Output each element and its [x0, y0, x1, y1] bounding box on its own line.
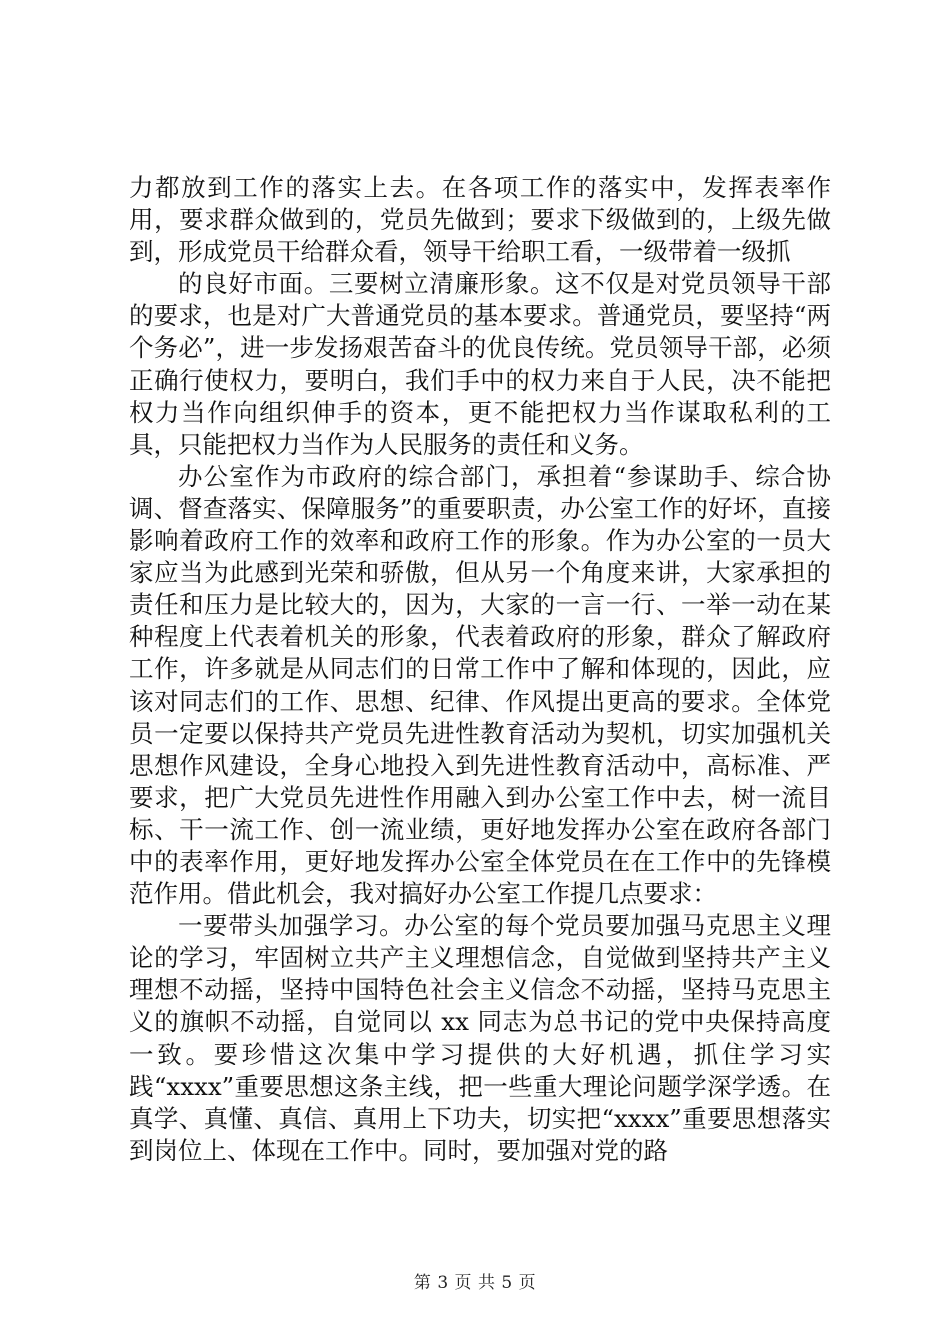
document-body — [129, 172, 831, 1167]
paragraph-1: 力都放到工作的落实上去。在各项工作的落实中，发挥表率作用，要求群众做到的，党员先做到；要求下级做到的，上级先做到，形成党员干给群众看，领导干给职工看，一级带着一级抓 — [129, 173, 831, 267]
paragraph-3: 办公室作为市政府的综合部门，承担着“参谋助手、综合协调、督查落实、保障服务”的重要职责，办公室工作的好坏，直接影响着政府工作的效率和政府工作的形象。作为办公室的一员大家应当为此感到光荣和骄傲，但从另一个角度来讲，大家承担的责任和压力是比较大的，因为，大家的一言一行、一举一动在某种程度上代表着机关的形象，代表着政府的形象，群众了解政府工作，许多就是从同志们的日常工作中了解和体现的，因此，应该对同志们的工作、思想、纪律、作风提出更高的要求。全体党员一定要以保持共产党员先进性教育活动为契机，切实加强机关思想作风建设，全身心地投入到先进性教育活动中，高标准、严要求，把广大党员先进性作用融入到办公室工作中去，树一流目标、干一流工作、创一流业绩，更好地发挥办公室在政府各部门中的表率作用，更好地发挥办公室全体党员在在工作中的先锋模范作用。借此机会，我对搞好办公室工作提几点要求： — [129, 461, 831, 909]
paragraph-2: 的良好市面。三要树立清廉形象。这不仅是对党员领导干部的要求，也是对广大普通党员的基本要求。普通党员，要坚持“两个务必”，进一步发扬艰苦奋斗的优良传统。党员领导干部，必须正确行使权力，要明白，我们手中的权力来自于人民，决不能把权力当作向组织伸手的资本，更不能把权力当作谋取私利的工具，只能把权力当作为人民服务的责任和义务。 — [129, 269, 831, 459]
paragraph-4: 一要带头加强学习。办公室的每个党员要加强马克思主义理论的学习，牢固树立共产主义理想信念，自觉做到坚持共产主义理想不动摇，坚持中国特色社会主义信念不动摇，坚持马克思主义的旗帜不动摇，自觉同以 xx 同志为总书记的党中央保持高度一致。要珍惜这次集中学习提供的大好机遇，抓住学习实践“xxxx”重要思想这条主线，把一些重大理论问题学深学透。在真学、真懂、真信、真用上下功夫，切实把“xxxx”重要思想落实到岗位上、体现在工作中。同时，要加强对党的路 — [129, 911, 831, 1165]
page-number-footer: 第 3 页 共 5 页 — [413, 1273, 537, 1293]
